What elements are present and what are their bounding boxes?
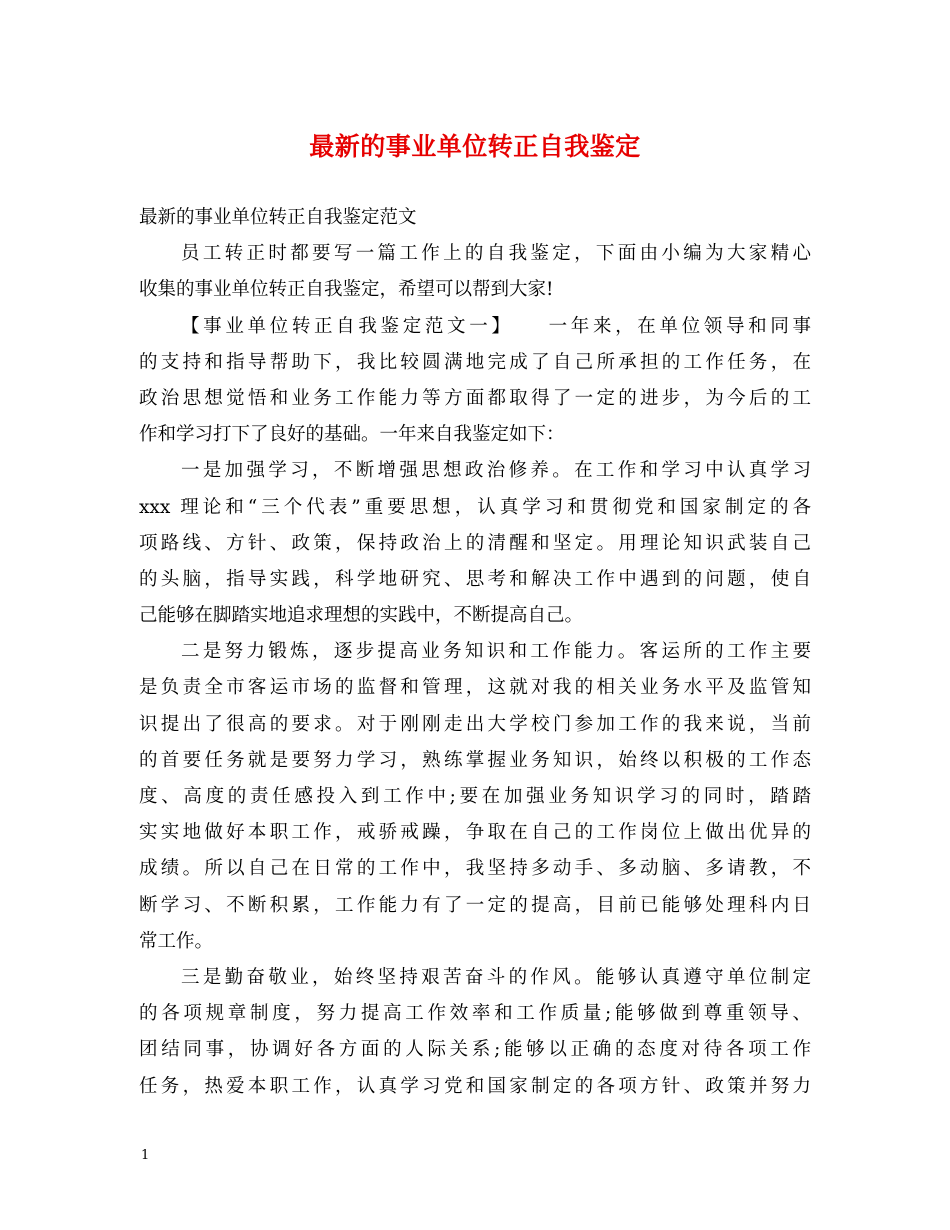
paragraph-line: 二是努力锻炼，逐步提高业务知识和工作能力。客运所的工作主要 (181, 641, 811, 663)
paragraph-line: 任务，热爱本职工作，认真学习党和国家制定的各项方针、政策并努力 (139, 1075, 811, 1097)
paragraph-line: 实实地做好本职工作，戒骄戒躁，争取在自己的工作岗位上做出优异的 (139, 822, 811, 844)
subtitle-line: 最新的事业单位转正自我鉴定范文 (139, 207, 417, 228)
paragraph-line: 成绩。所以自己在日常的工作中，我坚持多动手、多动脑、多请教，不 (139, 858, 811, 880)
paragraph-line: 的支持和指导帮助下，我比较圆满地完成了自己所承担的工作任务，在 (139, 351, 811, 373)
paragraph-line: 作和学习打下了良好的基础。一年来自我鉴定如下： (139, 424, 565, 446)
document-body (139, 200, 811, 1105)
paragraph-line: 己能够在脚踏实地追求理想的实践中，不断提高自己。 (139, 605, 584, 627)
paragraph-line: 【事业单位转正自我鉴定范文一】 一年来，在单位领导和同事 (181, 315, 811, 337)
paragraph-line: 常工作。 (139, 930, 214, 952)
paragraph-line: 一是加强学习，不断增强思想政治修养。在工作和学习中认真学习 (181, 460, 811, 482)
paragraph-line: 的头脑，指导实践，科学地研究、思考和解决工作中遇到的问题，使自 (139, 568, 811, 590)
document-title: 最新的事业单位转正自我鉴定 (309, 132, 641, 161)
paragraph-line: 的各项规章制度，努力提高工作效率和工作质量;能够做到尊重领导、 (139, 1003, 811, 1025)
paragraph-line: 的首要任务就是要努力学习，熟练掌握业务知识，始终以积极的工作态 (139, 749, 811, 771)
paragraph-line: 项路线、方针、政策，保持政治上的清醒和坚定。用理论知识武装自己 (139, 532, 811, 554)
paragraph-line: 三是勤奋敬业，始终坚持艰苦奋斗的作风。能够认真遵守单位制定 (181, 966, 811, 988)
paragraph-line: 是负责全市客运市场的监督和管理，这就对我的相关业务水平及监管知 (139, 677, 811, 699)
paragraph-line: 度、高度的责任感投入到工作中;要在加强业务知识学习的同时，踏踏 (139, 786, 811, 807)
paragraph-line: 断学习、不断积累，工作能力有了一定的提高，目前已能够处理科内日 (139, 894, 811, 916)
paragraph-line: 团结同事，协调好各方面的人际关系;能够以正确的态度对待各项工作 (139, 1039, 811, 1061)
paragraph-line: xxx 理论和“三个代表”重要思想，认真学习和贯彻党和国家制定的各 (139, 496, 811, 518)
paragraph-line: 识提出了很高的要求。对于刚刚走出大学校门参加工作的我来说，当前 (139, 713, 811, 735)
page-number: 1 (141, 1148, 150, 1163)
paragraph-line: 员工转正时都要写一篇工作上的自我鉴定，下面由小编为大家精心 (181, 243, 811, 265)
paragraph-line: 政治思想觉悟和业务工作能力等方面都取得了一定的进步，为今后的工 (139, 387, 811, 409)
paragraph-line: 收集的事业单位转正自我鉴定，希望可以帮到大家! (139, 279, 554, 301)
